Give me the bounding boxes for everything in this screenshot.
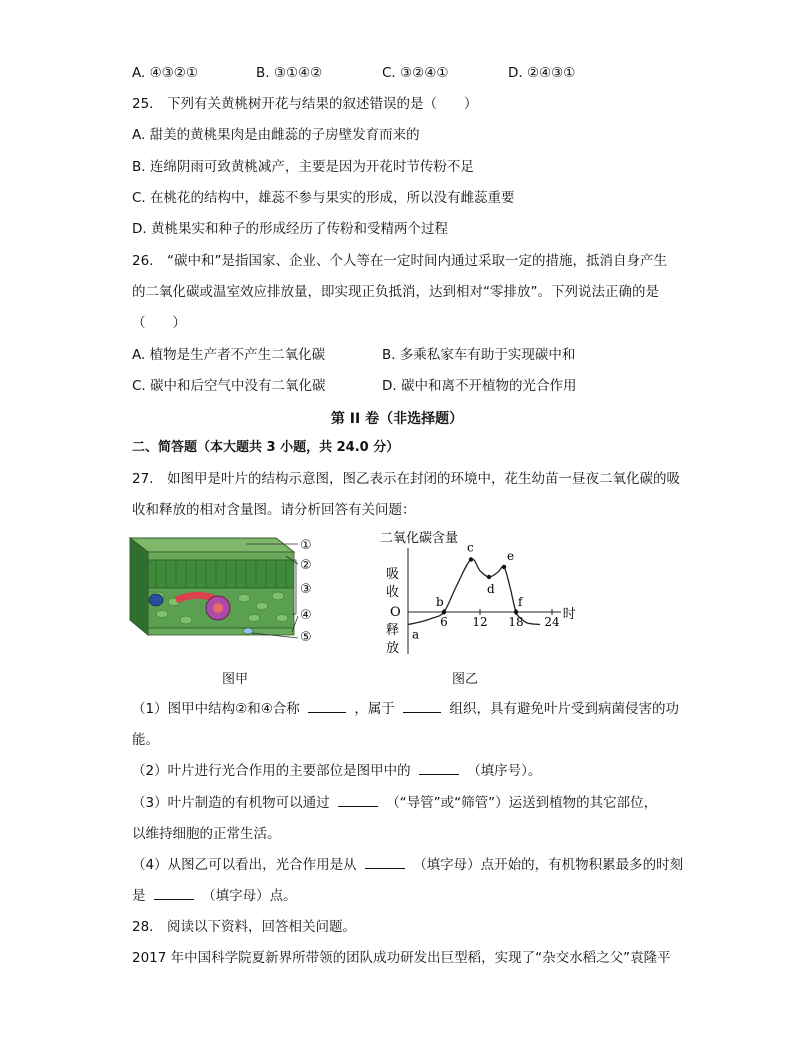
q25-option-a: A. 甜美的黄桃果肉是由雌蕊的子房壁发育而来的 [132, 127, 420, 143]
q27-sub4-part-a: （4）从图乙可以看出，光合作用是从 [132, 857, 357, 873]
q27-stem-line2: 收和释放的相对含量图。请分析回答有关问题： [132, 502, 416, 518]
chart-x-tick-label: 6 [440, 615, 448, 629]
q24-option-d: D. ②④③① [508, 65, 576, 81]
palisade-layer [148, 560, 294, 588]
co2-chart [372, 526, 594, 660]
q27-sub3-blank[interactable] [338, 806, 378, 807]
q27-sub2-blank[interactable] [419, 774, 459, 775]
q25-option-c: C. 在桃花的结构中，雄蕊不参与果实的形成，所以没有雌蕊重要 [132, 190, 515, 206]
q27-sub2 [132, 762, 541, 780]
q27-sub3-line1 [132, 794, 657, 812]
chart-ylabel-bottom-1: 释 [386, 623, 400, 638]
chart-title: 二氧化碳含量 [380, 531, 459, 546]
q27-sub1-part-c: 组织，具有避免叶片受到病菌侵害的功 [449, 701, 679, 717]
q26-stem-line2: 的二氧化碳或温室效应排放量，即实现正负抵消，达到相对“零排放”。下列说法正确的是 [132, 284, 659, 300]
chart-point-c [469, 557, 473, 561]
fig2-caption: 图乙 [452, 672, 479, 687]
chart-ticks [440, 607, 576, 629]
section-subtitle: 二、简答题（本大题共 3 小题，共 24.0 分） [132, 440, 400, 455]
q27-sub1-part-a: （1）图甲中结构②和④合称 [132, 701, 300, 717]
chart-point-label-d: d [487, 582, 495, 596]
q27-sub4-part-c: 是 [132, 888, 146, 904]
lower-epidermis [148, 628, 294, 635]
q27-sub1-line2: 能。 [132, 732, 159, 748]
chart-point-e [502, 565, 506, 569]
q27-sub4-line2 [132, 887, 297, 905]
q26-option-c: C. 碳中和后空气中没有二氧化碳 [132, 378, 326, 394]
stoma [243, 628, 253, 634]
q27-sub4-part-d: （填字母）点。 [202, 888, 297, 904]
q28-text-line1: 2017 年中国科学院夏新界所带领的团队成功研发出巨型稻，实现了“杂交水稻之父”袁隆平 [132, 950, 671, 966]
q27-sub3-part-b: （“导管”或“筛管”）运送到植物的其它部位， [386, 795, 658, 811]
chart-x-tick-label: 18 [508, 615, 524, 629]
q27-sub1-blank-2[interactable] [403, 712, 441, 713]
q27-sub2-part-b: （填序号）。 [467, 763, 542, 779]
chart-point-d [487, 575, 491, 579]
q27-sub1-line1 [132, 700, 679, 718]
upper-epidermis [148, 552, 294, 560]
q25-option-d: D. 黄桃果实和种子的形成经历了传粉和受精两个过程 [132, 221, 448, 237]
chart-point-label-e: e [507, 549, 515, 563]
leaf-side-face [130, 538, 148, 635]
q27-sub1-part-b: ，属于 [354, 701, 395, 717]
q25-option-b: B. 连绵阴雨可致黄桃减产，主要是因为开花时节传粉不足 [132, 159, 474, 175]
q26-option-b: B. 多乘私家车有助于实现碳中和 [382, 347, 576, 363]
chart-origin-label: O [390, 605, 401, 620]
q27-sub1-blank-1[interactable] [308, 712, 346, 713]
q27-sub4-blank-1[interactable] [365, 868, 405, 869]
chart-x-axis-label: 时 [562, 607, 576, 622]
fig1-label-5: ⑤ [300, 630, 312, 645]
fig1-label-4: ④ [300, 608, 312, 623]
q27-sub4-blank-2[interactable] [154, 899, 194, 900]
chart-ylabel-top-2: 收 [386, 585, 400, 600]
q26-stem-line1: 26. “碳中和”是指国家、企业、个人等在一定时间内通过采取一定的措施，抵消自身产生 [132, 253, 667, 269]
section-title: 第 II 卷（非选择题） [330, 411, 464, 427]
fig1-label-3: ③ [300, 582, 312, 597]
fig1-caption: 图甲 [222, 672, 249, 687]
q26-stem-line3: （ ） [132, 315, 186, 331]
q27-sub4-line1 [132, 856, 683, 874]
chart-x-tick-label: 24 [544, 615, 560, 629]
q28-stem: 28. 阅读以下资料，回答相关问题。 [132, 919, 356, 935]
q26-option-a: A. 植物是生产者不产生二氧化碳 [132, 347, 326, 363]
q27-sub3-line2: 以维持细胞的正常生活。 [132, 826, 281, 842]
chart-point-label-b: b [436, 595, 444, 609]
q27-sub3-part-a: （3）叶片制造的有机物可以通过 [132, 795, 330, 811]
q27-stem-line1: 27. 如图甲是叶片的结构示意图，图乙表示在封闭的环境中，花生幼苗一昼夜二氧化碳的吸 [132, 471, 680, 487]
q24-option-c: C. ③②④① [382, 65, 449, 81]
chart-ylabel-top-1: 吸 [386, 567, 400, 582]
q25-stem: 25. 下列有关黄桃树开花与结果的叙述错误的是（ ） [132, 96, 478, 112]
q26-option-d: D. 碳中和离不开植物的光合作用 [382, 378, 577, 394]
chart-x-tick-label: 12 [472, 615, 488, 629]
q24-option-a: A. ④③②① [132, 65, 198, 81]
chart-point-f [514, 610, 518, 614]
fig1-label-2: ② [300, 558, 312, 573]
leaf-structure-figure [126, 530, 326, 660]
leaf-top-face [130, 538, 294, 552]
q27-sub4-part-b: （填字母）点开始的，有机物积累最多的时刻 [413, 857, 684, 873]
chart-axes [408, 548, 561, 654]
chart-point-b [442, 610, 446, 614]
chart-ylabel-bottom-2: 放 [386, 641, 400, 656]
q24-option-b: B. ③①④② [256, 65, 323, 81]
chart-point-label-a: a [412, 627, 420, 642]
chart-point-label-c: c [467, 540, 474, 555]
chart-point-label-f: f [518, 595, 523, 609]
chart-points [412, 541, 524, 642]
fig1-label-1: ① [300, 538, 312, 553]
q27-sub2-part-a: （2）叶片进行光合作用的主要部位是图甲中的 [132, 763, 411, 779]
